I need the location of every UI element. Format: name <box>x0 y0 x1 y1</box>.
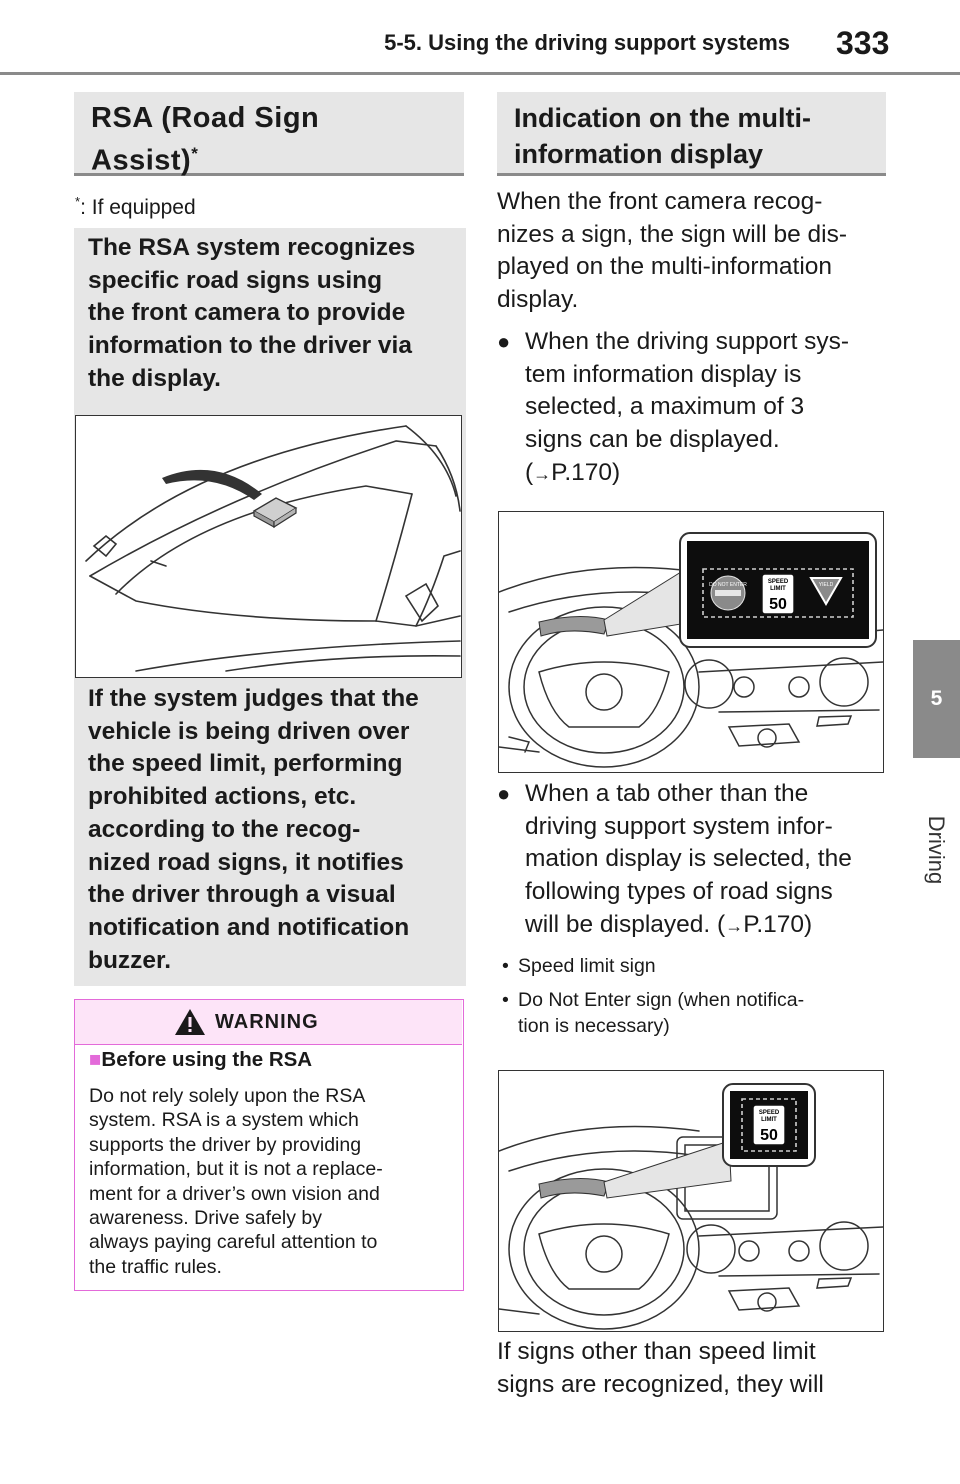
svg-text:SPEED: SPEED <box>758 1110 780 1116</box>
chapter-number: 5 <box>930 687 943 710</box>
cockpit-drawing <box>499 1071 883 1331</box>
bullet-icon: ● <box>497 329 511 354</box>
svg-text:50: 50 <box>760 1127 778 1144</box>
footnote: *: If equipped <box>75 194 196 219</box>
rsa-section-heading: RSA (Road Sign Assist)* <box>74 92 464 176</box>
page-ref-arrow-icon: → <box>725 915 744 936</box>
intro-paragraph: The RSA system recognizes specific road signs using the front camera to provide information to the driver via the display. <box>88 234 416 392</box>
closing-paragraph: If signs other than speed limit signs are recognized, they will <box>497 1338 824 1398</box>
sign-type-list <box>502 953 882 1039</box>
warning-triangle-icon <box>173 1007 207 1037</box>
svg-text:50: 50 <box>769 596 787 613</box>
svg-text:DO NOT ENTER: DO NOT ENTER <box>709 582 747 588</box>
rsa-info-box <box>74 228 466 986</box>
notification-paragraph: If the system judges that the vehicle is being driven over the speed limit, performing prohibited actions, etc. according to the recog- nized road signs, it notifies the driver through a visual notification and notification buzzer. <box>88 685 419 974</box>
warning-subheading: ■Before using the RSA <box>89 1048 313 1071</box>
bullet-item-other-tab: ● When a tab other than the driving support system infor- mation display is selected, the following types of road signs will be displayed. (→P.170) <box>497 780 852 938</box>
svg-text:LIMIT: LIMIT <box>770 586 786 592</box>
bullet-item-max-signs: ● When the driving support sys- tem information display is selected, a maximum of 3 signs can be displayed. (→P.170) <box>497 328 850 486</box>
warning-box <box>74 999 464 1291</box>
page-ref-arrow-icon: → <box>533 463 552 484</box>
cockpit-three-signs-illustration <box>498 511 884 773</box>
page-reference-link[interactable]: P.170) <box>551 458 621 486</box>
svg-text:SPEED: SPEED <box>767 579 789 585</box>
display-section-heading: Indication on the multi- information display <box>497 92 886 176</box>
cockpit-speed-limit-illustration <box>498 1070 884 1332</box>
chapter-tab <box>913 640 960 758</box>
svg-text:YIELD: YIELD <box>818 582 834 588</box>
bullet-icon: ● <box>497 781 511 806</box>
cockpit-drawing <box>499 512 883 772</box>
warning-header <box>75 1000 462 1045</box>
windshield-camera-drawing <box>76 416 461 677</box>
running-header-title: 5-5. Using the driving support systems <box>384 30 790 55</box>
warning-body: Do not rely solely upon the RSA system. RSA is a system which supports the driver by providing information, but it is not a replace- ment for a driver’s own vision and awareness. Drive safely by always paying careful attention to the traffic rules. <box>89 1085 383 1278</box>
page-reference-link[interactable]: P.170) <box>743 910 813 938</box>
list-item: • Do Not Enter sign (when notifica- tion is necessary) <box>502 989 805 1037</box>
warning-title: WARNING <box>215 1011 319 1033</box>
svg-text:LIMIT: LIMIT <box>761 1117 777 1123</box>
display-intro-paragraph: When the front camera recog- nizes a sign, the sign will be dis- played on the multi-information display. <box>497 188 847 314</box>
chapter-label: Driving <box>924 815 949 885</box>
list-item: • Speed limit sign <box>502 955 656 977</box>
page-number: 333 <box>836 25 890 61</box>
header-rule <box>0 72 960 75</box>
front-camera-illustration <box>75 415 462 678</box>
